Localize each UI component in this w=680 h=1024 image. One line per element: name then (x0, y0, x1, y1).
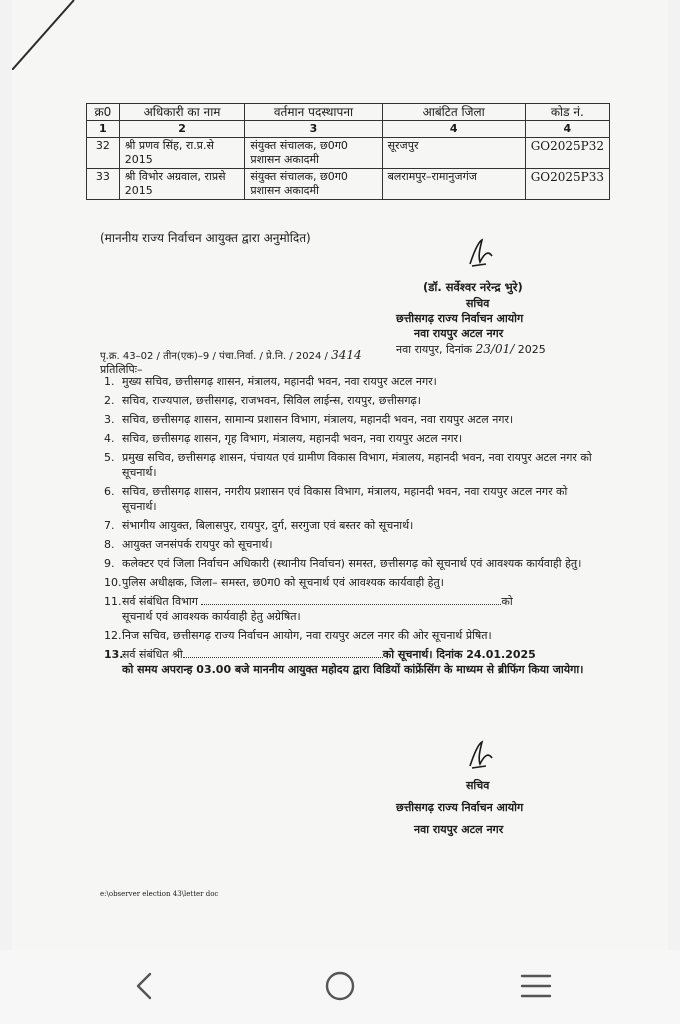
list-item (100, 537, 600, 552)
row-officer-name: श्री प्रणव सिंह, रा.प्र.से 2015 (119, 138, 245, 169)
row-posting: संयुक्त संचालक, छ0ग0 प्रशासन अकादमी (245, 138, 382, 169)
col-number: 3 (245, 121, 382, 138)
item-text: आयुक्त जनसंपर्क रायपुर को सूचनार्थ। (122, 538, 273, 551)
item-number: 9. (104, 557, 115, 570)
table-row (87, 169, 610, 200)
row-code: GO2025P32 (525, 138, 609, 169)
item-text: प्रमुख सचिव, छत्तीसगढ़ शासन, पंचायत एवं ग्रामीण विकास विभाग, मंत्रालय, महानदी भवन, नवा रायपुर अटल नगर को सूचनार्थ। (122, 451, 592, 479)
list-item (100, 518, 600, 533)
ref-prefix: पृ.क्र. 43–02 / तीन(एक)–9 / पंचा.निर्वा. / प्रे.नि. / 2024 / (100, 351, 328, 362)
item-text: मुख्य सचिव, छत्तीसगढ़ शासन, मंत्रालय, महानदी भवन, नवा रायपुर अटल नगर। (122, 375, 437, 388)
table-header-row (87, 104, 610, 121)
item-number: 2. (104, 394, 115, 407)
item-text: पुलिस अधीक्षक, जिला– समस्त, छ0ग0 को सूचनार्थ एवं आवश्यक कार्यवाही हेतु। (122, 576, 444, 589)
col-header-district: आबंटित जिला (382, 104, 525, 121)
reference-number (100, 348, 362, 362)
home-icon (318, 964, 362, 1008)
item-number: 7. (104, 519, 115, 532)
item-text: सचिव, छत्तीसगढ़ शासन, नगरीय प्रशासन एवं विकास विभाग, मंत्रालय, महानदी भवन, नवा रायपुर अटल नगर को सूचनार्थ। (122, 485, 568, 513)
signatory-office: छत्तीसगढ़ राज्य निर्वाचन आयोग (396, 312, 524, 325)
item-text: को समय अपरान्ह 03.00 बजे माननीय आयुक्त महोदय द्वारा विडियों कांफ्रेंसिंग के माध्यम से ब्रीफिंग किया जायेगा। (122, 663, 584, 676)
date-handwritten: 23/01/ (475, 342, 515, 356)
row-district: सूरजपुर (382, 138, 525, 169)
list-item (100, 484, 600, 514)
signatory-city: नवा रायपुर अटल नगर (414, 327, 504, 340)
item-text: को (501, 595, 513, 608)
signature-mark (462, 234, 502, 274)
col-number: 4 (382, 121, 525, 138)
list-item (100, 556, 600, 571)
date-label: नवा रायपुर, दिनांक (396, 343, 473, 356)
row-code: GO2025P33 (525, 169, 609, 200)
col-header-posting: वर्तमान पदस्थापना (245, 104, 382, 121)
allocation-table (86, 103, 610, 200)
item-text: सचिव, राज्यपाल, छत्तीसगढ़, राजभवन, सिविल लाईन्स, रायपुर, छत्तीसगढ़। (122, 394, 421, 407)
blank-line (183, 647, 383, 658)
item-text: संभागीय आयुक्त, बिलासपुर, रायपुर, दुर्ग, सरगुजा एवं बस्तर को सूचनार्थ। (122, 519, 414, 532)
approval-note: (माननीय राज्य निर्वाचन आयुक्त द्वारा अनुमोदित) (100, 231, 311, 245)
list-item (100, 374, 600, 389)
item-text: कलेक्टर एवं जिला निर्वाचन अधिकारी (स्थानीय निर्वाचन) समस्त, छत्तीसगढ़ को सूचनार्थ एवं आवश्यक कार्यवाही हेतु। (122, 557, 582, 570)
list-item (100, 647, 600, 677)
item-number: 6. (104, 485, 115, 498)
col-header-sn: क्र0 (87, 104, 120, 121)
item-number: 8. (104, 538, 115, 551)
col-header-name: अधिकारी का नाम (119, 104, 245, 121)
col-number: 2 (119, 121, 245, 138)
item-number: 4. (104, 432, 115, 445)
item-number: 11. (104, 595, 122, 608)
copy-to-label: प्रतिलिपिः– (100, 363, 143, 376)
table-number-row (87, 121, 610, 138)
item-text: सर्व संबंधित श्री (122, 648, 183, 661)
recents-button[interactable] (514, 964, 558, 1008)
signatory-designation: सचिव (466, 297, 490, 310)
footer-city: नवा रायपुर अटल नगर (414, 823, 504, 836)
list-item (100, 450, 600, 480)
date-year: 2025 (517, 343, 546, 356)
file-path: e:\observer election 43\letter doc (100, 890, 219, 898)
list-item (100, 594, 600, 624)
item-text: को सूचनार्थ। दिनांक 24.01.2025 (382, 648, 536, 661)
signature-mark (462, 738, 502, 774)
ref-handwritten: 3414 (331, 348, 362, 362)
row-officer-name: श्री विभोर अग्रवाल, राप्रसे 2015 (119, 169, 245, 200)
copy-list (100, 374, 600, 681)
back-icon (122, 964, 166, 1008)
col-header-code: कोड नं. (525, 104, 609, 121)
item-number: 12. (104, 629, 122, 642)
footer-office: छत्तीसगढ़ राज्य निर्वाचन आयोग (396, 801, 524, 814)
item-text: निज सचिव, छत्तीसगढ़ राज्य निर्वाचन आयोग, नवा रायपुर अटल नगर की ओर सूचनार्थ प्रेषित। (122, 629, 492, 642)
footer-designation: सचिव (466, 779, 490, 792)
letter-date (396, 342, 546, 357)
item-number: 10. (104, 576, 122, 589)
list-item (100, 628, 600, 643)
list-item (100, 412, 600, 427)
item-text: सचिव, छत्तीसगढ़ शासन, गृह विभाग, मंत्रालय, महानदी भवन, नवा रायपुर अटल नगर। (122, 432, 463, 445)
home-button[interactable] (318, 964, 362, 1008)
list-item (100, 575, 600, 590)
page-fold-shadow (12, 0, 82, 70)
item-text: सूचनार्थ एवं आवश्यक कार्यवाही हेतु अग्रेषित। (122, 610, 301, 623)
signatory-name: (डॉ. सर्वेश्वर नरेन्द्र भुरे) (423, 280, 523, 294)
table-row (87, 138, 610, 169)
menu-icon (514, 964, 558, 1008)
row-sn: 33 (87, 169, 120, 200)
col-number: 4 (525, 121, 609, 138)
item-number: 1. (104, 375, 115, 388)
list-item (100, 431, 600, 446)
android-nav-bar (0, 950, 680, 1024)
row-district: बलरामपुर–रामानुजगंज (382, 169, 525, 200)
col-number: 1 (87, 121, 120, 138)
back-button[interactable] (122, 964, 166, 1008)
list-item (100, 393, 600, 408)
row-posting: संयुक्त संचालक, छ0ग0 प्रशासन अकादमी (245, 169, 382, 200)
item-number: 5. (104, 451, 115, 464)
item-text: सर्व संबंधित विभाग (122, 595, 198, 608)
blank-line (201, 594, 501, 605)
item-number: 13. (104, 648, 124, 661)
row-sn: 32 (87, 138, 120, 169)
item-number: 3. (104, 413, 115, 426)
item-text: सचिव, छत्तीसगढ़ शासन, सामान्य प्रशासन विभाग, मंत्रालय, महानदी भवन, नवा रायपुर अटल नगर। (122, 413, 514, 426)
